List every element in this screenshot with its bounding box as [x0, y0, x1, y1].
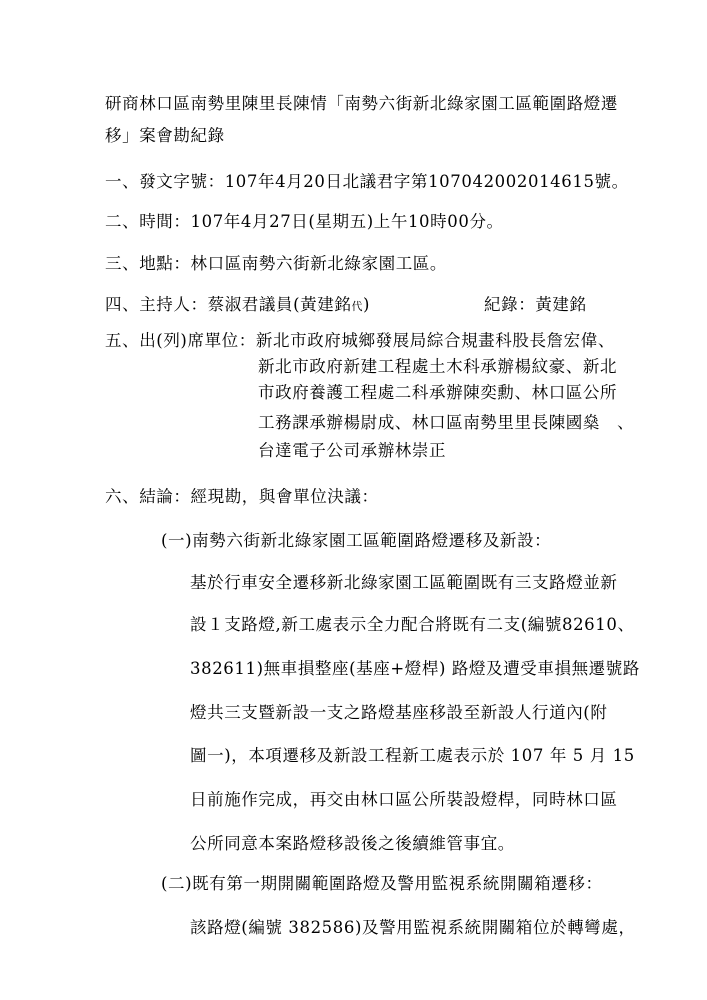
- item-time: 二、時間：107年4月27日(星期五)上午10時00分。: [105, 212, 504, 231]
- host-label: 四、主持人：蔡淑君議員(黃建銘: [105, 295, 352, 314]
- item-attendees-line-5: 台達電子公司承辦林崇正: [258, 441, 447, 460]
- item-document-number: 一、發文字號：107年4月20日北議君字第107042002014615號。: [105, 172, 629, 191]
- sub-item-1-line: 基於行車安全遷移新北綠家園工區範圍既有三支路燈並新: [190, 573, 618, 592]
- sub-item-1-heading: (一)南勢六街新北綠家園工區範圍路燈遷移及新設：: [161, 531, 552, 550]
- sub-item-1-line: 日前施作完成，再交由林口區公所裝設燈桿，同時林口區: [190, 790, 618, 809]
- item-attendees-line-1: 五、出(列)席單位：新北市政府城鄉發展局綜合規畫科股長詹宏偉、: [105, 331, 615, 350]
- document-title-line-2: 移」案會勘紀錄: [105, 126, 225, 145]
- sub-item-1-line: 382611)無車損整座(基座+燈桿) 路燈及遭受車損無遷號路: [190, 659, 640, 678]
- item-attendees-line-2: 新北市政府新建工程處土木科承辦楊紋豪、新北: [258, 357, 618, 376]
- sub-item-1-line: 圖一)，本項遷移及新設工程新工處表示於 107 年 5 月 15: [190, 746, 635, 765]
- host-close: ): [363, 295, 371, 314]
- item-location: 三、地點：林口區南勢六街新北綠家園工區。: [105, 254, 447, 273]
- item-attendees-line-4: 工務課承辦楊尉成、林口區南勢里里長陳國燊 、: [258, 413, 635, 432]
- host-proxy-mark: 代: [351, 300, 364, 313]
- sub-item-1-line: 設１支路燈,新工處表示全力配合將既有二支(編號82610、: [190, 615, 635, 634]
- sub-item-1-line: 公所同意本案路燈移設後之後續維管事宜。: [190, 834, 515, 853]
- item-recorder: 紀錄：黃建銘: [484, 295, 587, 314]
- sub-item-2-heading: (二)既有第一期開關範圍路燈及警用監視系統開關箱遷移：: [161, 874, 603, 893]
- sub-item-2-line-1: 該路燈(編號 382586)及警用監視系統開關箱位於轉彎處，: [190, 918, 636, 937]
- item-host: [105, 294, 370, 318]
- item-attendees-line-3: 市政府養護工程處二科承辦陳奕勳、林口區公所: [258, 383, 618, 402]
- sub-item-1-line: 燈共三支暨新設一支之路燈基座移設至新設人行道內(附: [190, 703, 608, 722]
- item-conclusion: 六、結論：經現勘，與會單位決議：: [105, 487, 379, 506]
- document-title-line-1: 研商林口區南勢里陳里長陳情「南勢六街新北綠家園工區範圍路燈遷: [105, 94, 618, 113]
